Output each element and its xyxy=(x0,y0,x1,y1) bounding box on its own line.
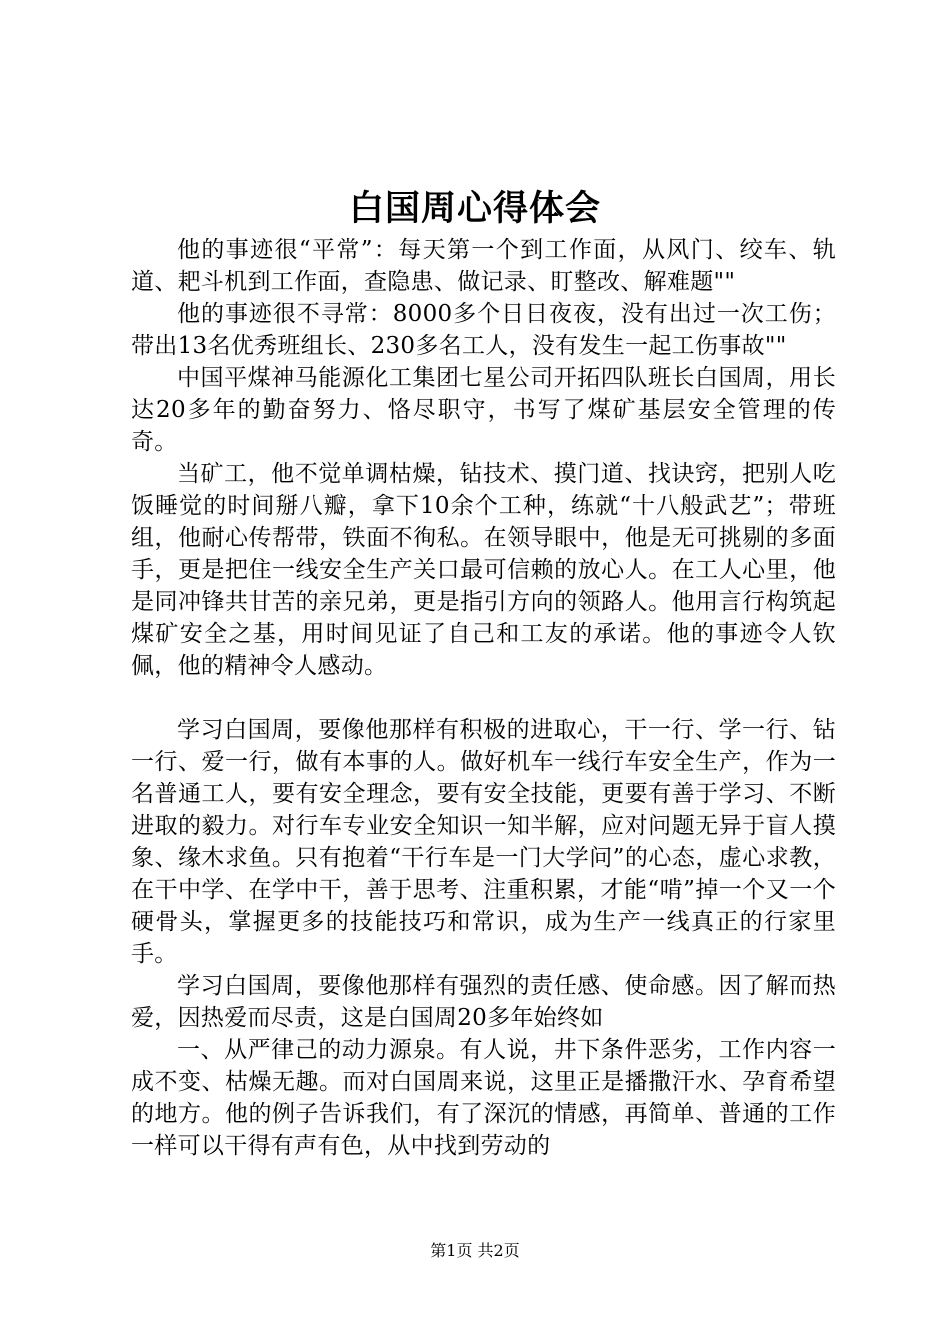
page-number-footer: 第1页 共2页 xyxy=(430,1241,520,1260)
paragraph: 他的事迹很“平常”：每天第一个到工作面，从风门、绞车、轨道、耙斗机到工作面，查隐患、做记录、盯整改、解难题"" xyxy=(131,237,836,295)
document-body xyxy=(131,234,836,1162)
paragraph: 学习白国周，要像他那样有积极的进取心，干一行、学一行、钻一行、爱一行，做有本事的人。做好机车一线行车安全生产，作为一名普通工人，要有安全理念，要有安全技能，更要有善于学习、不断进取的毅力。对行车专业安全知识一知半解，应对问题无异于盲人摸象、缘木求鱼。只有抱着“干行车是一门大学问”的心态，虚心求教，在干中学、在学中干，善于思考、注重积累，才能“啃”掉一个又一个硬骨头，掌握更多的技能技巧和常识，成为生产一线真正的行家里手。 xyxy=(131,717,836,967)
paragraph: 当矿工，他不觉单调枯燥，钻技术、摸门道、找诀窍，把别人吃饭睡觉的时间掰八瓣，拿下10余个工种，练就“十八般武艺”；带班组，他耐心传帮带，铁面不徇私。在领导眼中，他是无可挑剔的多面手，更是把住一线安全生产关口最可信赖的放心人。在工人心里，他是同冲锋共甘苦的亲兄弟，更是指引方向的领路人。他用言行构筑起煤矿安全之基，用时间见证了自己和工友的承诺。他的事迹令人钦佩，他的精神令人感动。 xyxy=(131,461,836,679)
document-title: 白国周心得体会 xyxy=(348,188,601,229)
paragraph-gap xyxy=(131,682,836,714)
paragraph: 一、从严律己的动力源泉。有人说，井下条件恶劣，工作内容一成不变、枯燥无趣。而对白国周来说，这里正是播撒汗水、孕育希望的地方。他的例子告诉我们，有了深沉的情感，再简单、普通的工作一样可以干得有声有色，从中找到劳动的 xyxy=(131,1037,836,1159)
paragraph: 学习白国周，要像他那样有强烈的责任感、使命感。因了解而热爱，因热爱而尽责，这是白国周20多年始终如 xyxy=(131,973,836,1031)
paragraph: 他的事迹很不寻常：8000多个日日夜夜，没有出过一次工伤；带出13名优秀班组长、230多名工人，没有发生一起工伤事故"" xyxy=(131,301,836,359)
paragraph: 中国平煤神马能源化工集团七星公司开拓四队班长白国周，用长达20多年的勤奋努力、恪尽职守，书写了煤矿基层安全管理的传奇。 xyxy=(131,365,836,455)
